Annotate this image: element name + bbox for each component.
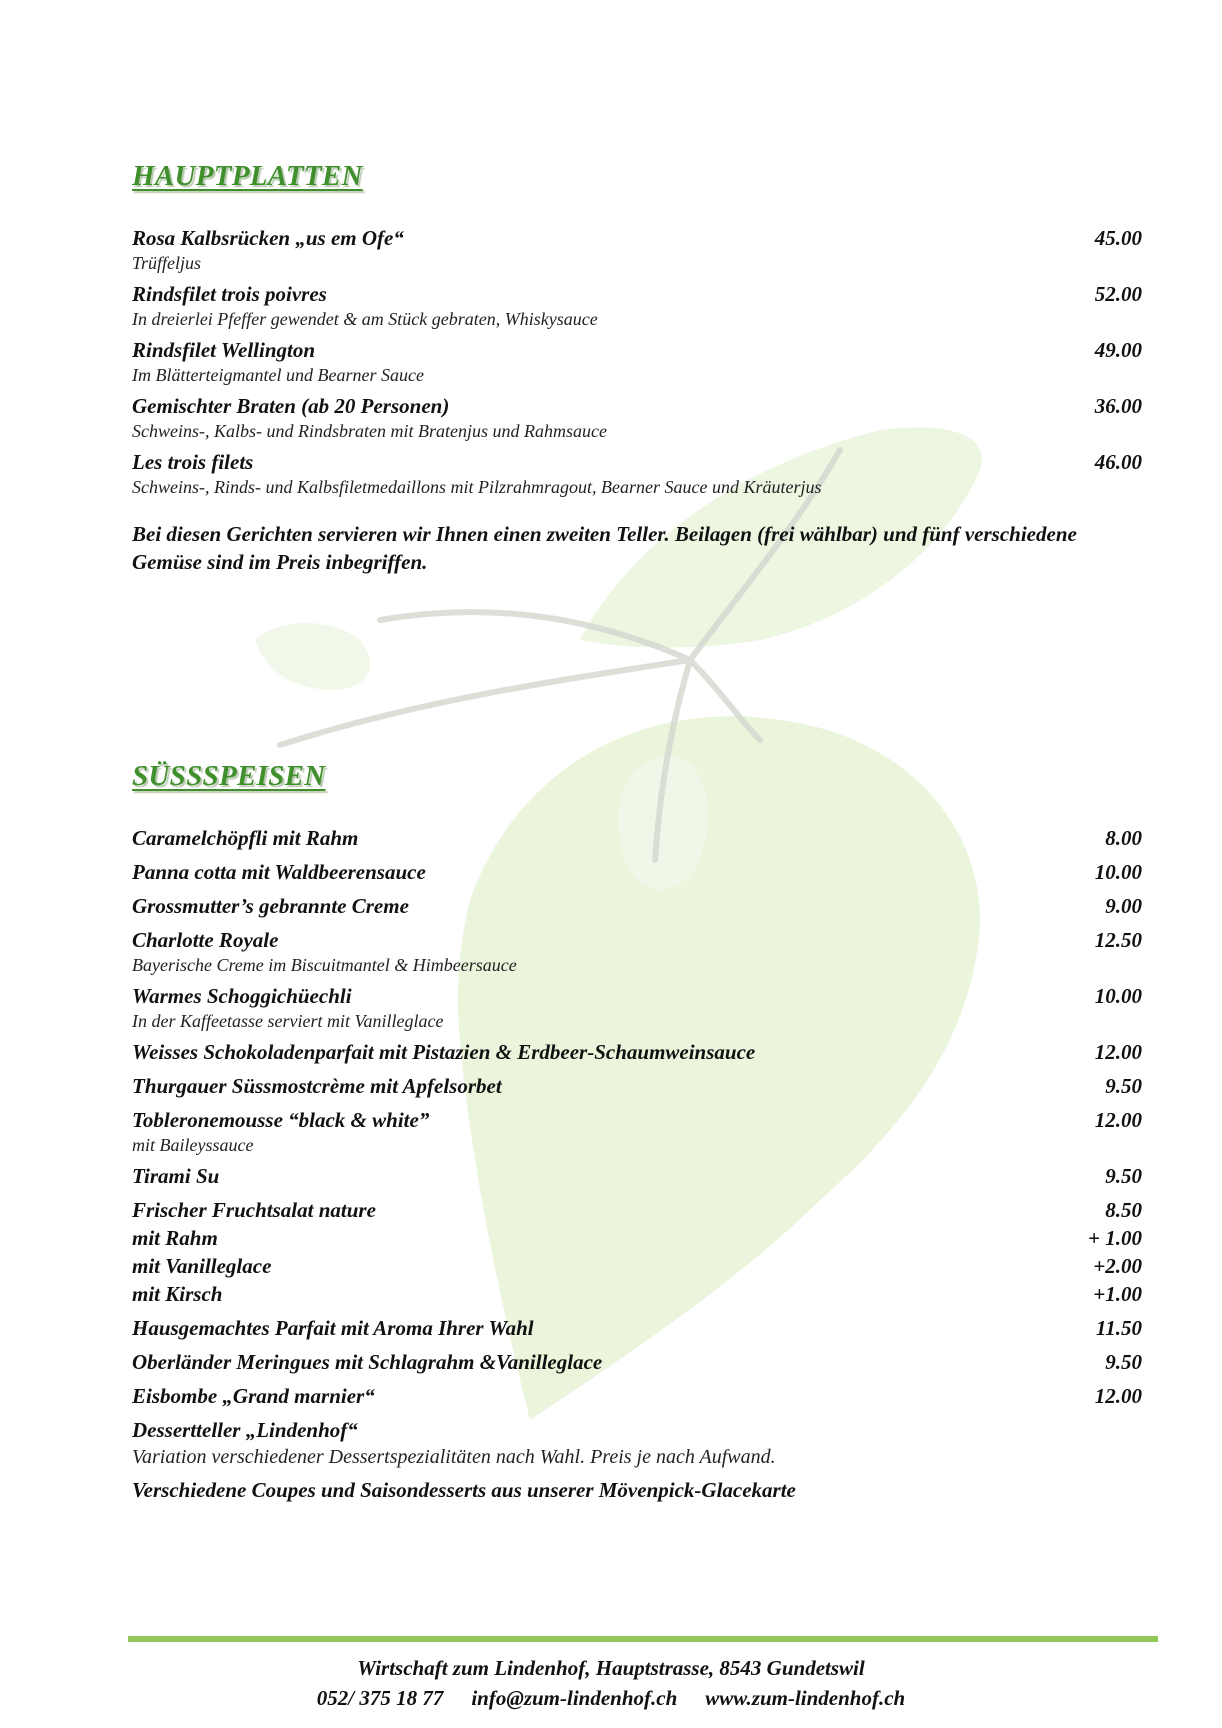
menu-item <box>132 1476 1142 1504</box>
item-name: Rindsfilet Wellington <box>132 338 316 362</box>
item-price: 52.00 <box>1094 282 1142 306</box>
extra-name: mit Vanilleglace <box>132 1254 272 1278</box>
item-name: Dessertteller „Lindenhof“ <box>132 1418 358 1442</box>
menu-item <box>132 1196 1142 1308</box>
item-price: 9.50 <box>1105 1074 1142 1098</box>
item-extra <box>132 1280 1142 1308</box>
item-description: Variation verschiedener Dessertspezialitäten nach Wahl. Preis je nach Aufwand. <box>132 1446 776 1468</box>
item-name: Oberländer Meringues mit Schlagrahm &Vanilleglace <box>132 1350 603 1374</box>
menu-item <box>132 858 1142 886</box>
item-description: In dreierlei Pfeffer gewendet & am Stück gebraten, Whiskysauce <box>132 309 598 329</box>
extra-name: mit Rahm <box>132 1226 218 1250</box>
item-name: Hausgemachtes Parfait mit Aroma Ihrer Wahl <box>132 1316 534 1340</box>
menu-item <box>132 448 1142 498</box>
item-name: Thurgauer Süssmostcrème mit Apfelsorbet <box>132 1074 502 1098</box>
menu-item <box>132 892 1142 920</box>
item-price: 12.50 <box>1094 928 1142 952</box>
item-price: 8.50 <box>1105 1198 1142 1222</box>
item-description: Trüffeljus <box>132 253 202 273</box>
item-name: Eisbombe „Grand marnier“ <box>132 1384 375 1408</box>
item-description: mit Baileyssauce <box>132 1135 254 1155</box>
menu-item <box>132 1416 1142 1470</box>
menu-item <box>132 336 1142 386</box>
item-price: 36.00 <box>1094 394 1142 418</box>
menu-item <box>132 1314 1142 1342</box>
item-name: Weisses Schokoladenparfait mit Pistazien & Erdbeer-Schaumweinsauce <box>132 1040 756 1064</box>
item-price: 9.00 <box>1105 894 1142 918</box>
item-name: Gemischter Braten (ab 20 Personen) <box>132 394 450 418</box>
item-price: 49.00 <box>1094 338 1142 362</box>
item-price: 12.00 <box>1094 1384 1142 1408</box>
menu-item <box>132 392 1142 442</box>
menu-item <box>132 982 1142 1032</box>
item-description: In der Kaffeetasse serviert mit Vanilleglace <box>132 1011 444 1031</box>
footer-phone: 052/ 375 18 77 <box>316 1686 444 1710</box>
menu-item <box>132 224 1142 274</box>
item-price: 10.00 <box>1094 860 1142 884</box>
footer-website[interactable]: www.zum-lindenhof.ch <box>705 1686 906 1710</box>
leaf-small <box>255 623 370 690</box>
item-price: 45.00 <box>1094 226 1142 250</box>
item-price: 12.00 <box>1094 1040 1142 1064</box>
item-price: 8.00 <box>1105 826 1142 850</box>
extra-price: +1.00 <box>1093 1282 1142 1306</box>
item-name: Verschiedene Coupes und Saisondesserts aus unserer Mövenpick-Glacekarte <box>132 1478 796 1502</box>
item-price: 11.50 <box>1095 1316 1142 1340</box>
item-price: 9.50 <box>1105 1350 1142 1374</box>
item-name: Panna cotta mit Waldbeerensauce <box>132 860 426 884</box>
item-name: Charlotte Royale <box>132 928 279 952</box>
item-name: Les trois filets <box>132 450 254 474</box>
item-description: Schweins-, Rinds- und Kalbsfiletmedaillons mit Pilzrahmragout, Bearner Sauce und Kräuterjus <box>132 477 822 497</box>
menu-item <box>132 1072 1142 1100</box>
menu-item <box>132 926 1142 976</box>
extra-price: + 1.00 <box>1088 1226 1142 1250</box>
section-title-suessspeisen: SÜSSSPEISEN <box>132 760 326 792</box>
item-price: 46.00 <box>1094 450 1142 474</box>
menu-item <box>132 1162 1142 1190</box>
suessspeisen-menu <box>132 824 1142 1510</box>
item-description: Bayerische Creme im Biscuitmantel & Himbeersauce <box>132 955 517 975</box>
item-name: Frischer Fruchtsalat nature <box>132 1198 376 1222</box>
item-price: 10.00 <box>1094 984 1142 1008</box>
item-price: 12.00 <box>1094 1108 1142 1132</box>
item-extra <box>132 1224 1142 1252</box>
hauptplatten-note: Bei diesen Gerichten servieren wir Ihnen einen zweiten Teller. Beilagen (frei wählbar) und fünf verschiedene Gemüse sind im Preis inbegriffen. <box>132 522 1077 574</box>
item-name: Caramelchöpfli mit Rahm <box>132 826 359 850</box>
item-name: Warmes Schoggichüechli <box>132 984 352 1008</box>
item-description: Schweins-, Kalbs- und Rindsbraten mit Bratenjus und Rahmsauce <box>132 421 607 441</box>
footer-divider <box>128 1636 1158 1642</box>
menu-item <box>132 1106 1142 1156</box>
item-name: Tobleronemousse “black & white” <box>132 1108 430 1132</box>
menu-item <box>132 1038 1142 1066</box>
menu-item <box>132 824 1142 852</box>
extra-price: +2.00 <box>1093 1254 1142 1278</box>
extra-name: mit Kirsch <box>132 1282 223 1306</box>
item-price: 9.50 <box>1105 1164 1142 1188</box>
menu-item <box>132 280 1142 330</box>
footer-address: Wirtschaft zum Lindenhof, Hauptstrasse, 8543 Gundetswil <box>357 1656 865 1680</box>
hauptplatten-menu <box>132 224 1142 576</box>
footer-email[interactable]: info@zum-lindenhof.ch <box>471 1686 678 1710</box>
item-name: Rosa Kalbsrücken „us em Ofe“ <box>132 226 404 250</box>
item-name: Tirami Su <box>132 1164 220 1188</box>
item-description: Im Blätterteigmantel und Bearner Sauce <box>132 365 424 385</box>
section-title-hauptplatten: HAUPTPLATTEN <box>132 160 363 192</box>
menu-item <box>132 1348 1142 1376</box>
item-name: Grossmutter’s gebrannte Creme <box>132 894 409 918</box>
item-name: Rindsfilet trois poivres <box>132 282 327 306</box>
menu-item <box>132 1382 1142 1410</box>
footer-contact <box>0 1684 1222 1712</box>
item-extra <box>132 1252 1142 1280</box>
